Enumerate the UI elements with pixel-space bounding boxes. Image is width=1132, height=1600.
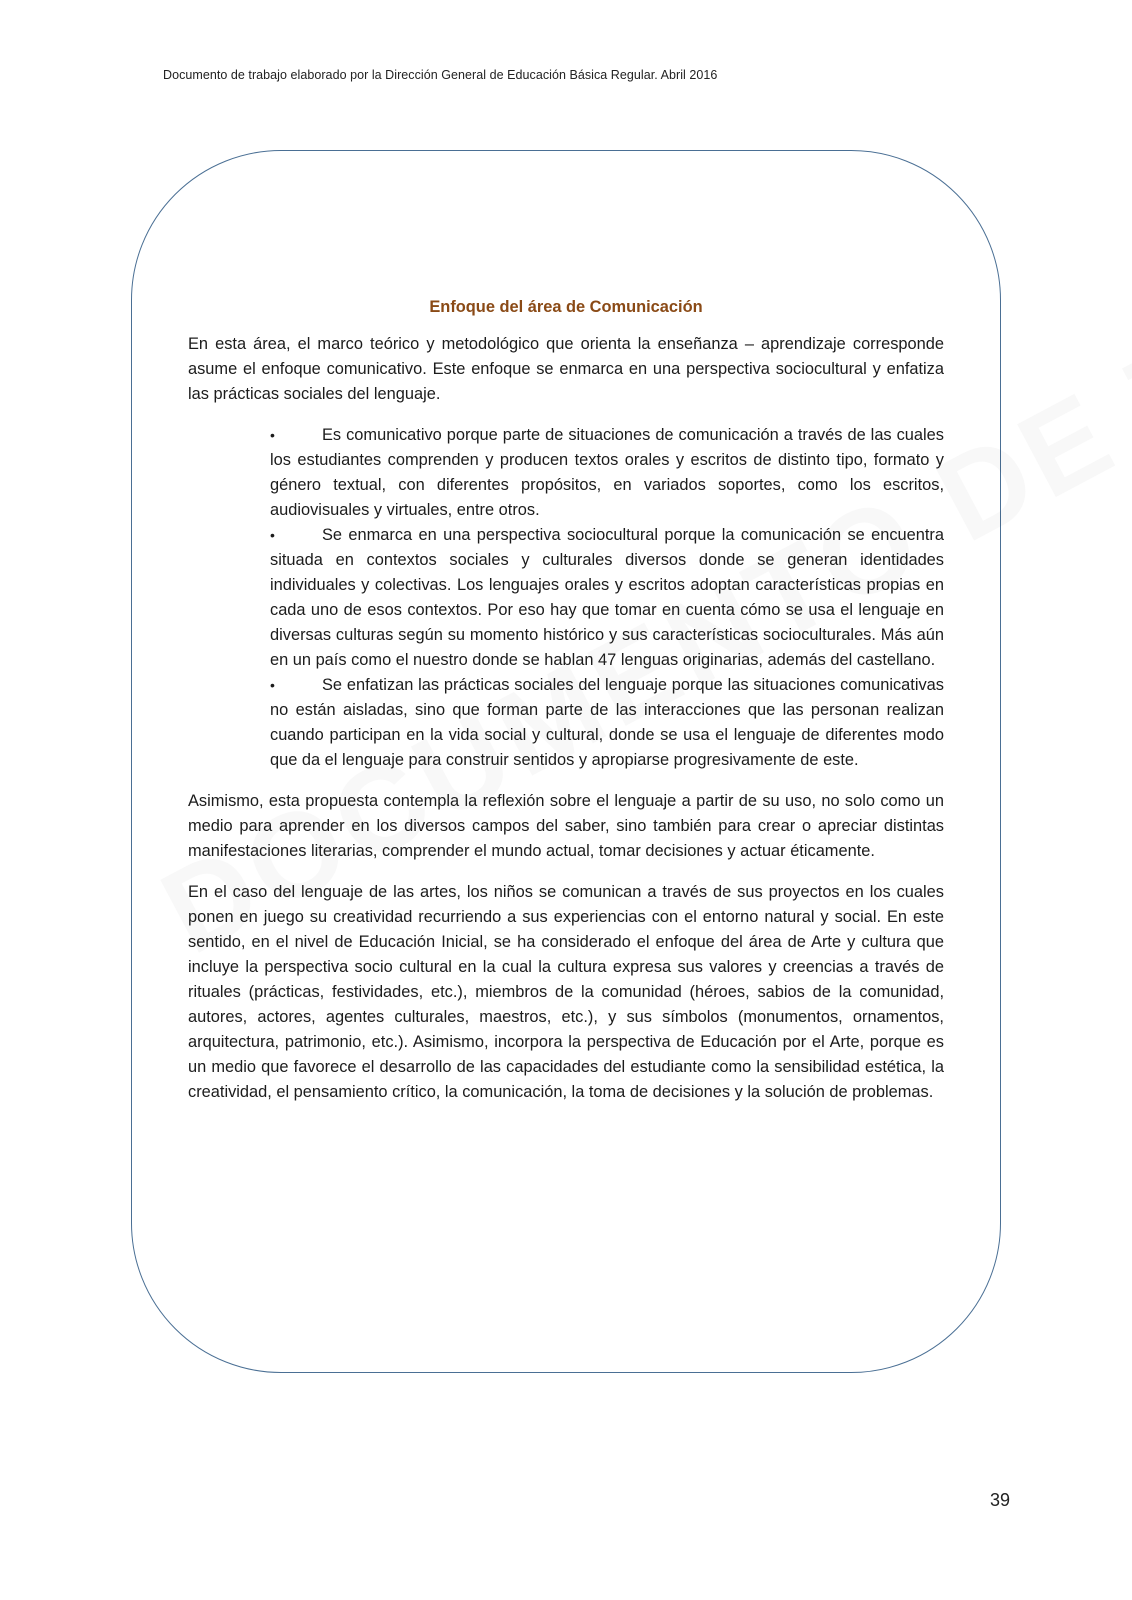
list-item xyxy=(270,673,944,773)
bullet-icon: • xyxy=(270,427,275,443)
section-title: Enfoque del área de Comunicación xyxy=(429,298,703,316)
reflection-paragraph: Asimismo, esta propuesta contempla la reflexión sobre el lenguaje a partir de su uso, no solo como un medio para aprender en los diversos campos del saber, sino también para crear o apreciar distintas manifestaciones literarias, comprender el mundo actual, tomar decisiones y actuar éticamente. xyxy=(188,792,944,860)
arts-paragraph: En el caso del lenguaje de las artes, los niños se comunican a través de sus proyectos en los cuales ponen en juego su creatividad recurriendo a sus experiencias con el entorno natural y social. En este sentido, en el nivel de Educación Inicial, se ha considerado el enfoque del área de Arte y cultura que incluye la perspectiva socio cultural en la cual la cultura expresa sus valores y creencias a través de rituales (prácticas, festividades, etc.), miembros de la comunidad (héroes, sabios de la comunidad, autores, actores, agentes culturales, maestros, etc.), y sus símbolos (monumentos, ornamentos, arquitectura, patrimonio, etc.). Asimismo, incorpora la perspectiva de Educación por el Arte, porque es un medio que favorece el desarrollo de las capacidades del estudiante como la sensibilidad estética, la creatividad, el pensamiento crítico, la comunicación, la toma de decisiones y la solución de problemas. xyxy=(188,883,944,1101)
bullet-icon: • xyxy=(270,527,275,543)
intro-paragraph: En esta área, el marco teórico y metodológico que orienta la enseñanza – aprendizaje corresponde asume el enfoque comunicativo. Este enfoque se enmarca en una perspectiva sociocultural y enfatiza las prácticas sociales del lenguaje. xyxy=(188,335,944,403)
bullet-text: Es comunicativo porque parte de situaciones de comunicación a través de las cuales los estudiantes comprenden y producen textos orales y escritos de distinto tipo, formato y género textual, con diferentes propósitos, en variados soportes, como los escritos, audiovisuales y virtuales, entre otros. xyxy=(270,426,944,519)
list-item xyxy=(270,423,944,523)
running-header: Documento de trabajo elaborado por la Dirección General de Educación Básica Regular. Abril 2016 xyxy=(163,68,718,82)
content-body xyxy=(188,295,944,1121)
bullet-icon: • xyxy=(270,677,275,693)
bullet-text: Se enmarca en una perspectiva sociocultural porque la comunicación se encuentra situada en contextos sociales y culturales diversos donde se generan identidades individuales y colectivas. Los lenguajes orales y escritos adoptan características propias en cada uno de esos contextos. Por eso hay que tomar en cuenta cómo se usa el lenguaje en diversas culturas según su momento histórico y sus características socioculturales. Más aún en un país como el nuestro donde se hablan 47 lenguas originarias, además del castellano. xyxy=(270,526,944,669)
bullet-text: Se enfatizan las prácticas sociales del lenguaje porque las situaciones comunicativas no están aisladas, sino que forman parte de las interacciones que las personan realizan cuando participan en la vida social y cultural, donde se usa el lenguaje de diferentes modo que da el lenguaje para construir sentidos y apropiarse progresivamente de este. xyxy=(270,676,944,769)
bullet-list xyxy=(270,423,944,773)
page-number: 39 xyxy=(990,1490,1011,1510)
list-item xyxy=(270,523,944,673)
